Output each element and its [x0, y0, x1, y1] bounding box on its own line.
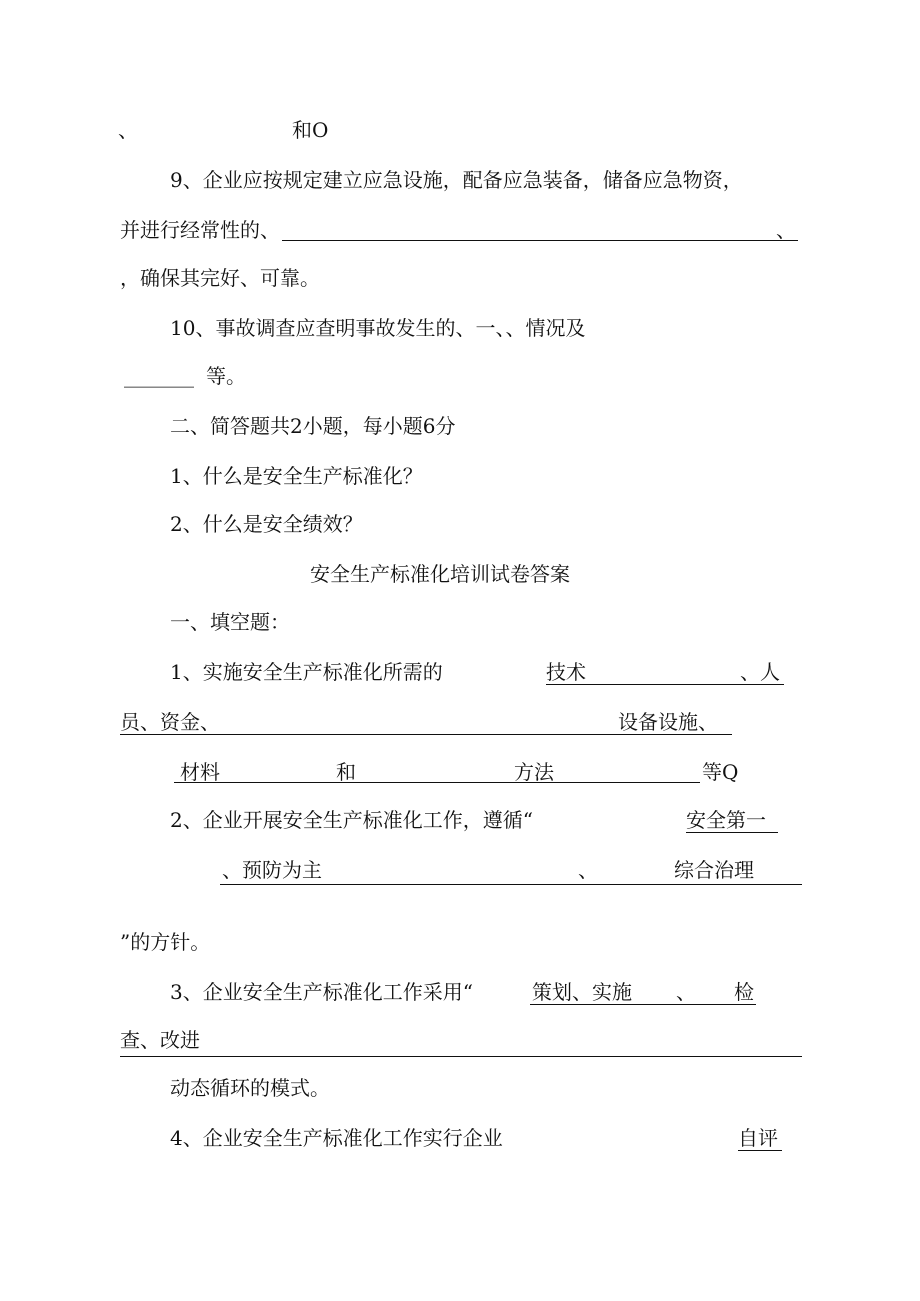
a1-line3-end: 等Q [702, 760, 739, 784]
a2-end: ”的方针。 [120, 930, 211, 954]
q10-line2-end: 等。 [206, 364, 246, 388]
a1-line2-underline [120, 734, 732, 735]
a1-line2-start: 员、资金、 [120, 710, 220, 734]
a3-plan-do: 策划、实施 [532, 980, 632, 1004]
q8-tail-end: 和O [292, 118, 329, 142]
a3-line3: 动态循环的模式。 [170, 1076, 330, 1100]
a1-line3-material: 材料 [180, 760, 220, 784]
a4-prefix: 4、企业安全生产标准化工作实行企业 [170, 1126, 503, 1150]
a1-line3-and: 和 [336, 760, 356, 784]
a2-sep: 、 [578, 858, 598, 882]
q9-line2-start: 并进行经常性的、 [120, 218, 280, 242]
a2-line2-underline [220, 884, 802, 885]
a4-self-eval: 自评 [738, 1126, 778, 1150]
a1-line3-underline [174, 782, 700, 783]
a1-tech: 技术 [546, 660, 586, 684]
a3-sep: 、 [676, 980, 696, 1004]
a1-line3-method: 方法 [514, 760, 554, 784]
a4-line1-underline [738, 1150, 782, 1151]
q9-line1: 9、企业应按规定建立应急设施，配备应急装备，储备应急物资， [170, 168, 743, 192]
q10-line2-blank: _______ [124, 364, 194, 388]
a2-line1-underline [686, 832, 778, 833]
a3-line2: 查、改进 [120, 1028, 200, 1052]
a3-line2-underline [120, 1056, 802, 1057]
a2-safety-first: 安全第一 [686, 808, 766, 832]
q8-tail-sep: 、 [118, 118, 138, 142]
q9-line3: ，确保其完好、可靠。 [120, 266, 320, 290]
section2-q1: 1、什么是安全生产标准化？ [170, 464, 423, 488]
answers-title: 安全生产标准化培训试卷答案 [310, 562, 570, 586]
section2-heading: 二、简答题共2小题，每小题6分 [170, 414, 456, 438]
a1-prefix: 1、实施安全生产标准化所需的 [170, 660, 443, 684]
section2-q2: 2、什么是安全绩效？ [170, 512, 363, 536]
answers-section1-heading: 一、填空题： [170, 610, 290, 634]
q9-line2-sep: 、 [776, 218, 796, 242]
a3-check: 检 [734, 980, 754, 1004]
a2-prevention: 、预防为主 [222, 858, 322, 882]
a1-line2-equip: 设备设施、 [618, 710, 718, 734]
q9-blank-line [282, 240, 798, 241]
a2-prefix: 2、企业开展安全生产标准化工作，遵循“ [170, 808, 533, 832]
q10-line1: 10、事故调查应查明事故发生的、一、、情况及 [170, 316, 586, 340]
a3-line1-underline [530, 1004, 756, 1005]
a1-line1-underline [546, 684, 784, 685]
a2-comprehensive: 综合治理 [674, 858, 754, 882]
a1-sep: 、人 [740, 660, 780, 684]
a3-prefix: 3、企业安全生产标准化工作采用“ [170, 980, 473, 1004]
